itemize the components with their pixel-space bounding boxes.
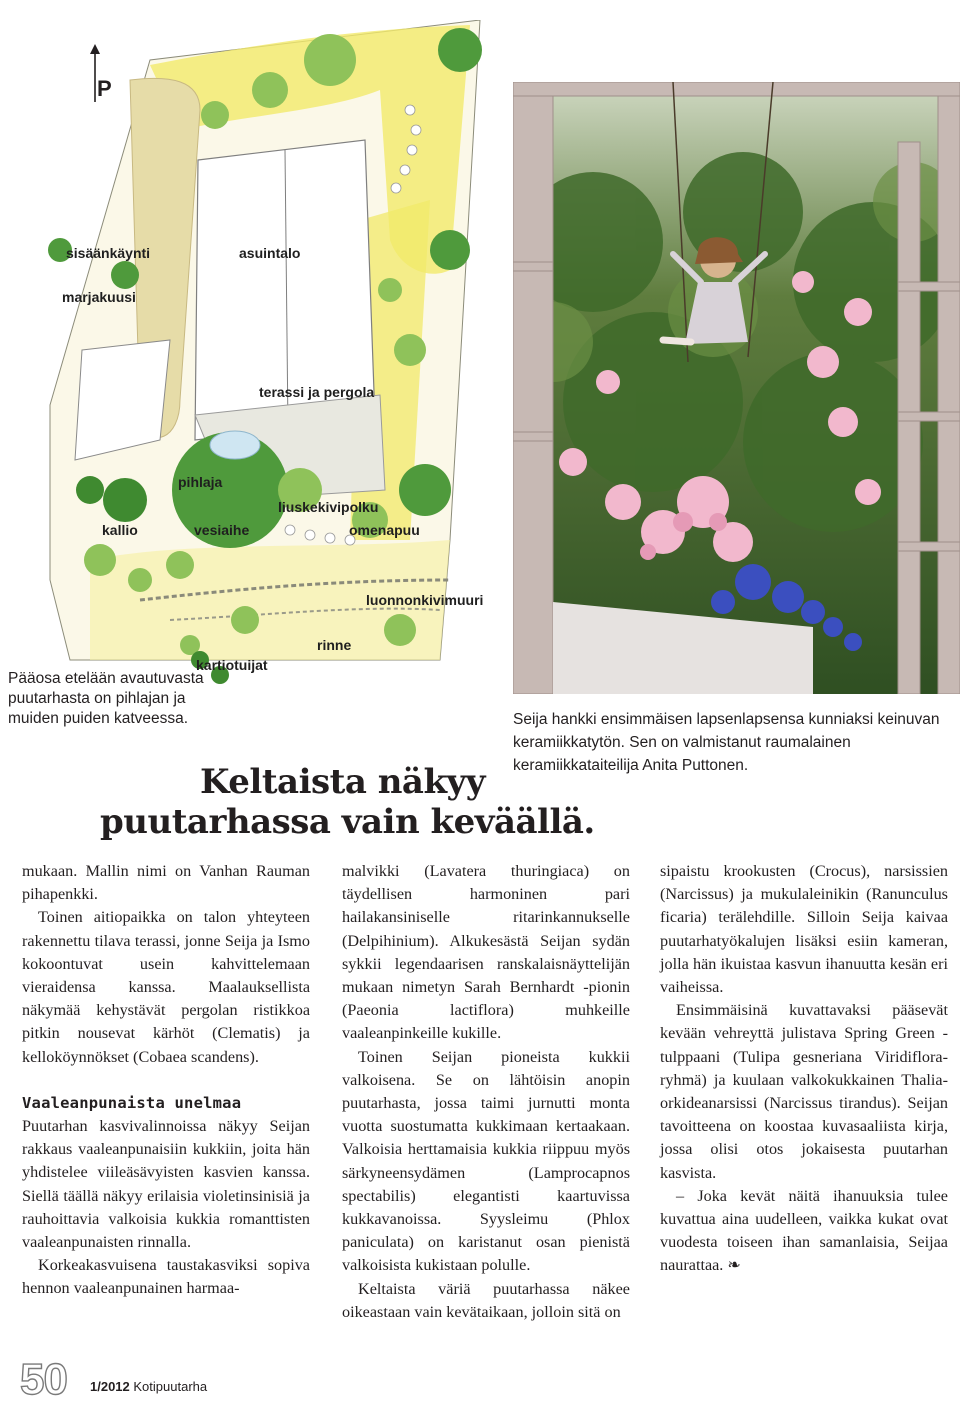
plan-label-omenapuu: omenapuu bbox=[349, 522, 420, 538]
plan-label-vesiaihe: vesiaihe bbox=[194, 522, 250, 538]
page-number: 50 bbox=[20, 1355, 67, 1404]
plan-label-sisaankaynti: sisäänkäynti bbox=[66, 245, 151, 261]
headline-line-2: puutarhassa vain keväällä. bbox=[100, 802, 595, 842]
issue-info bbox=[90, 1379, 207, 1394]
plan-caption: Pääosa etelään avautuvasta puutarhasta on pihlajan ja muiden puiden katveessa. bbox=[8, 670, 204, 727]
plan-label-asuintalo: asuintalo bbox=[239, 245, 301, 261]
plan-label-luonnonkivimuuri: luonnonkivimuuri bbox=[366, 592, 484, 608]
body-column-3 bbox=[660, 860, 948, 1278]
body-column-2 bbox=[342, 860, 630, 1324]
body-column-1 bbox=[22, 860, 310, 1301]
plan-label-rinne: rinne bbox=[317, 637, 352, 653]
headline-line-1: Keltaista näkyy bbox=[200, 762, 486, 802]
issue-number: 1/2012 bbox=[90, 1379, 130, 1394]
plan-label-marjakuusi: marjakuusi bbox=[62, 289, 136, 305]
section-heading: Vaaleanpunaista unelmaa bbox=[22, 1093, 242, 1112]
plan-label-pihlaja: pihlaja bbox=[178, 474, 223, 490]
plan-label-terassi: terassi ja pergola bbox=[259, 384, 375, 400]
paragraph: Toinen aitiopaikka on talon yhteyteen rakennettu tilava terassi, jonne Seija ja Ismo kokoontuvat usein kahvittelemaan vieraidensa kanssa. Maalauksellista näkymää kehystävät pergolan ristikkoa pitkin nousevat kärhöt (Clematis) ja kelloköynnökset (Cobaea scandens). bbox=[22, 908, 310, 1066]
paragraph: mukaan. Mallin nimi on Vanhan Rauman pihapenkki. bbox=[22, 862, 310, 904]
headline bbox=[100, 762, 660, 842]
north-letter: P bbox=[97, 76, 112, 101]
plan-label-kartiotuijat: kartiotuijat bbox=[196, 657, 268, 673]
garden-photo bbox=[513, 82, 960, 694]
paragraph: Puutarhan kasvivalinnoissa näkyy Seijan rakkaus vaaleanpunaisiin kukkiin, joita hän yhdistelee viileäsävyisten kasvien kanssa. Siellä täällä näkyy erilaisia violetinsinisiä ja rauhoittavia valkoisia kukkia romanttisten vaaleanpunaisten rinnalla. bbox=[22, 1117, 310, 1252]
plan-label-kallio: kallio bbox=[102, 522, 138, 538]
paragraph: Toinen Seijan pioneista kukkii valkoisena. Se on lähtöisin anopin puutarhasta, jossa taimi jurnutti monta vuotta suostumatta kukkimaan kertaakaan. Valkoisia herttamaisia kukkia riippuu myös särkyneensydämen (Lamprocapnos spectabilis) elegantisti kaartuvissa kukkavanoissa. Syysleimu (Phlox paniculata) on karistanut osan pienistä valkoisista kukistaan polulle. bbox=[342, 1047, 630, 1275]
paragraph: sipaistu krookusten (Crocus), narsissien (Narcissus) ja mukulaleinikin (Ranunculus ficaria) terälehdille. Silloin Seija kaivaa puutarhatyökalujen lisäksi esiin kameran, jolla hän ikuistaa kasvun ihanuutta kesän eri vaiheissa. bbox=[660, 862, 948, 997]
paragraph: Korkeakasvuisena taustakasviksi sopiva hennon vaaleanpunainen harmaa- bbox=[22, 1256, 310, 1298]
garden-plan-illustration bbox=[30, 20, 500, 700]
photo-caption: Seija hankki ensimmäisen lapsenlapsensa kunniaksi keinuvan keramiikkatytön. Sen on valmistanut raumalainen keramiikkataiteilija Anita Puttonen. bbox=[513, 711, 940, 774]
paragraph: Ensimmäisinä kuvattavaksi pääsevät kevään vehreyttä julistava Spring Green -tulppaani (Tulipa gesneriana Viridiflora-ryhmä) ja kuulaan valkokukkainen Thalia-orkideanarsissi (Narcissus tirandus). Seijan tavoitteena on koostaa kuvasaaliista kirja, jossa olisi otos jokaisesta puutarhan kasvista. bbox=[660, 1001, 948, 1182]
paragraph: malvikki (Lavatera thuringiaca) on täydellisen harmoninen pari hailakansiniselle ritarinkannukselle (Delpihinium). Alkukesästä Seijan sydän sykkii legendaarisen ranskalaisnäyttelijän mukaan nimetyn Sarah Bernhardt -pionin (Paeonia lactiflora) muhkeille vaaleanpinkeille kukille. bbox=[342, 862, 630, 1043]
paragraph: – Joka kevät näitä ihanuuksia tulee kuvattua aina uudelleen, vaikka kukat ovat vuodesta toiseen ihan samanlaisia, Seijaa naurattaa. ❧ bbox=[660, 1186, 948, 1275]
magazine-name: Kotipuutarha bbox=[133, 1379, 208, 1394]
plan-label-liuskekivipolku: liuskekivipolku bbox=[278, 499, 379, 515]
paragraph: Keltaista väriä puutarhassa näkee oikeastaan vain kevätaikaan, jolloin sitä on bbox=[342, 1279, 630, 1321]
